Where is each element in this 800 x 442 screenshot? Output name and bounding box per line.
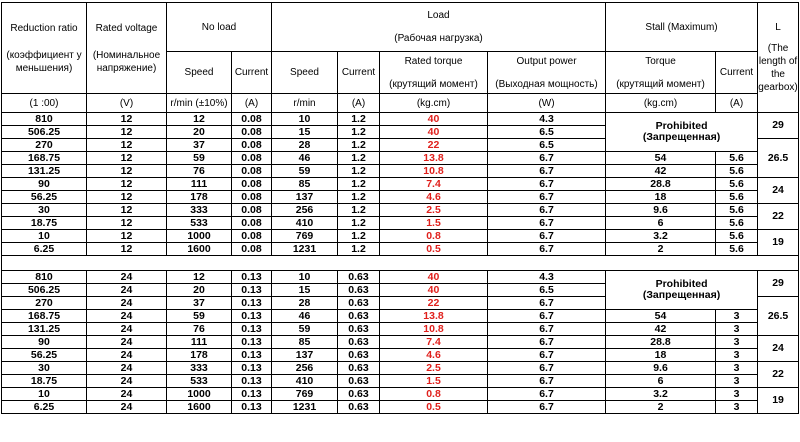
voltage-cell: 24 (87, 401, 167, 414)
no-load-current-cell: 0.13 (232, 362, 272, 375)
stall-current-cell: 5.6 (716, 230, 758, 243)
load-speed-cell: 10 (272, 113, 338, 126)
prohibited-cell (606, 113, 758, 152)
voltage-cell: 12 (87, 217, 167, 230)
load-speed-cell: 28 (272, 139, 338, 152)
unit-no-load-speed: r/min (±10%) (167, 94, 232, 113)
load-current-cell: 0.63 (338, 271, 380, 284)
units-row (2, 94, 799, 113)
gearbox-length-cell: 26.5 (758, 297, 799, 336)
stall-torque-cell: 28.8 (606, 178, 716, 191)
ratio-cell: 810 (2, 113, 87, 126)
load-speed-cell: 46 (272, 152, 338, 165)
load-speed-cell: 410 (272, 217, 338, 230)
ratio-cell: 168.75 (2, 152, 87, 165)
gear-motor-spec-table (1, 2, 799, 414)
rated-torque-cell: 22 (380, 297, 488, 310)
stall-current-cell: 3 (716, 401, 758, 414)
rated-torque-cell: 0.5 (380, 243, 488, 256)
load-current-cell: 1.2 (338, 243, 380, 256)
load-speed-cell: 1231 (272, 243, 338, 256)
table-row (2, 336, 799, 349)
voltage-cell: 12 (87, 191, 167, 204)
load-current-cell: 1.2 (338, 204, 380, 217)
table-row (2, 375, 799, 388)
no-load-current-cell: 0.08 (232, 217, 272, 230)
no-load-current-cell: 0.08 (232, 178, 272, 191)
unit-no-load-current: (A) (232, 94, 272, 113)
stall-torque-cell: 3.2 (606, 230, 716, 243)
output-power-cell: 6.7 (488, 165, 606, 178)
ratio-cell: 10 (2, 388, 87, 401)
no-load-current-cell: 0.08 (232, 152, 272, 165)
rated-torque-cell: 7.4 (380, 336, 488, 349)
reduction-ratio-header (2, 3, 87, 94)
ratio-cell: 18.75 (2, 217, 87, 230)
length-l-label: L (775, 22, 781, 33)
stall-torque-cell: 42 (606, 323, 716, 336)
output-power-cell: 6.7 (488, 217, 606, 230)
stall-current-cell: 3 (716, 310, 758, 323)
load-speed-cell: 769 (272, 388, 338, 401)
no-load-current-cell: 0.08 (232, 191, 272, 204)
stall-torque-header (606, 52, 716, 94)
gearbox-length-cell: 29 (758, 271, 799, 297)
stall-current-cell: 5.6 (716, 152, 758, 165)
no-load-speed-cell: 1000 (167, 388, 232, 401)
group-separator-row (2, 256, 799, 271)
rated-torque-cell: 13.8 (380, 152, 488, 165)
table-body (2, 3, 799, 414)
rated-torque-label: Rated torque (404, 55, 463, 67)
header-row-top (2, 3, 799, 52)
load-speed-cell: 46 (272, 310, 338, 323)
stall-torque-cell: 54 (606, 310, 716, 323)
no-load-speed-cell: 20 (167, 284, 232, 297)
stall-torque-cell: 3.2 (606, 388, 716, 401)
no-load-current-cell: 0.13 (232, 388, 272, 401)
ratio-cell: 30 (2, 204, 87, 217)
no-load-current-cell: 0.13 (232, 323, 272, 336)
stall-current-cell: 5.6 (716, 243, 758, 256)
no-load-current-cell: 0.13 (232, 310, 272, 323)
load-current-cell: 1.2 (338, 126, 380, 139)
load-speed-cell: 85 (272, 336, 338, 349)
no-load-speed-cell: 178 (167, 191, 232, 204)
no-load-speed-cell: 59 (167, 152, 232, 165)
voltage-cell: 12 (87, 178, 167, 191)
unit-rated-torque: (kg.cm) (380, 94, 488, 113)
prohibited-label: Prohibited (655, 120, 708, 132)
load-speed-header: Speed (272, 52, 338, 94)
table-row (2, 243, 799, 256)
voltage-cell: 24 (87, 284, 167, 297)
load-speed-cell: 10 (272, 271, 338, 284)
reduction-ratio-ru-label: (коэффициент у меньшения) (6, 49, 82, 74)
ratio-cell: 90 (2, 336, 87, 349)
reduction-ratio-label: Reduction ratio (10, 22, 78, 34)
output-power-cell: 6.7 (488, 362, 606, 375)
no-load-speed-cell: 1000 (167, 230, 232, 243)
table-row (2, 165, 799, 178)
output-power-cell: 6.7 (488, 191, 606, 204)
length-header (758, 3, 799, 113)
unit-output-power: (W) (488, 94, 606, 113)
rated-torque-cell: 7.4 (380, 178, 488, 191)
rated-torque-cell: 40 (380, 271, 488, 284)
load-current-cell: 1.2 (338, 217, 380, 230)
unit-voltage: (V) (87, 94, 167, 113)
ratio-cell: 6.25 (2, 243, 87, 256)
load-current-cell: 0.63 (338, 388, 380, 401)
rated-torque-cell: 1.5 (380, 217, 488, 230)
rated-torque-ru-label: (крутящий момент) (389, 78, 478, 90)
stall-torque-cell: 42 (606, 165, 716, 178)
table-row (2, 178, 799, 191)
load-speed-cell: 1231 (272, 401, 338, 414)
stall-torque-cell: 18 (606, 191, 716, 204)
stall-torque-cell: 9.6 (606, 204, 716, 217)
load-current-cell: 0.63 (338, 297, 380, 310)
load-current-cell: 0.63 (338, 362, 380, 375)
no-load-speed-cell: 1600 (167, 401, 232, 414)
stall-current-cell: 5.6 (716, 191, 758, 204)
output-power-cell: 6.5 (488, 139, 606, 152)
stall-current-cell: 3 (716, 349, 758, 362)
output-power-cell: 6.7 (488, 243, 606, 256)
no-load-speed-header: Speed (167, 52, 232, 94)
voltage-cell: 12 (87, 230, 167, 243)
output-power-cell: 6.7 (488, 375, 606, 388)
load-current-cell: 1.2 (338, 165, 380, 178)
output-power-cell: 4.3 (488, 113, 606, 126)
table-row (2, 323, 799, 336)
rated-torque-cell: 0.8 (380, 230, 488, 243)
stall-current-cell: 3 (716, 323, 758, 336)
stall-current-cell: 3 (716, 388, 758, 401)
output-power-cell: 4.3 (488, 271, 606, 284)
no-load-current-cell: 0.08 (232, 230, 272, 243)
load-current-cell: 0.63 (338, 336, 380, 349)
voltage-cell: 12 (87, 243, 167, 256)
load-current-cell: 1.2 (338, 191, 380, 204)
unit-load-current: (A) (338, 94, 380, 113)
no-load-current-cell: 0.13 (232, 375, 272, 388)
table-row (2, 204, 799, 217)
no-load-current-cell: 0.08 (232, 126, 272, 139)
rated-voltage-header (87, 3, 167, 94)
gearbox-length-cell: 26.5 (758, 139, 799, 178)
voltage-cell: 12 (87, 139, 167, 152)
gearbox-length-cell: 24 (758, 178, 799, 204)
load-speed-cell: 59 (272, 323, 338, 336)
output-power-cell: 6.7 (488, 297, 606, 310)
no-load-speed-cell: 1600 (167, 243, 232, 256)
table-row (2, 217, 799, 230)
table-row (2, 362, 799, 375)
no-load-current-cell: 0.08 (232, 204, 272, 217)
load-speed-cell: 137 (272, 191, 338, 204)
no-load-speed-cell: 333 (167, 362, 232, 375)
load-speed-cell: 15 (272, 126, 338, 139)
gearbox-length-cell: 22 (758, 362, 799, 388)
no-load-header: No load (167, 3, 272, 52)
load-label: Load (427, 10, 450, 21)
unit-stall-current: (A) (716, 94, 758, 113)
load-current-cell: 0.63 (338, 284, 380, 297)
table-row (2, 230, 799, 243)
output-power-cell: 6.7 (488, 336, 606, 349)
stall-torque-cell: 6 (606, 375, 716, 388)
stall-torque-cell: 18 (606, 349, 716, 362)
output-power-header (488, 52, 606, 94)
ratio-cell: 810 (2, 271, 87, 284)
load-current-cell: 0.63 (338, 349, 380, 362)
stall-torque-cell: 9.6 (606, 362, 716, 375)
ratio-cell: 270 (2, 139, 87, 152)
no-load-current-cell: 0.08 (232, 165, 272, 178)
no-load-current-cell: 0.13 (232, 271, 272, 284)
rated-torque-cell: 10.8 (380, 323, 488, 336)
no-load-current-cell: 0.08 (232, 139, 272, 152)
no-load-speed-cell: 37 (167, 297, 232, 310)
unit-load-speed: r/min (272, 94, 338, 113)
gearbox-length-cell: 29 (758, 113, 799, 139)
load-header (272, 3, 606, 52)
no-load-current-cell: 0.08 (232, 243, 272, 256)
ratio-cell: 30 (2, 362, 87, 375)
output-power-cell: 6.7 (488, 401, 606, 414)
voltage-cell: 12 (87, 152, 167, 165)
load-speed-cell: 59 (272, 165, 338, 178)
no-load-current-header: Current (232, 52, 272, 94)
stall-torque-ru-label: (крутящий момент) (616, 78, 705, 90)
prohibited-ru-label: (Запрещенная) (642, 289, 721, 301)
rated-torque-cell: 4.6 (380, 349, 488, 362)
no-load-speed-cell: 178 (167, 349, 232, 362)
output-power-cell: 6.7 (488, 178, 606, 191)
ratio-cell: 506.25 (2, 126, 87, 139)
voltage-cell: 24 (87, 349, 167, 362)
stall-current-cell: 5.6 (716, 204, 758, 217)
output-power-cell: 6.7 (488, 388, 606, 401)
ratio-cell: 6.25 (2, 401, 87, 414)
table-row (2, 401, 799, 414)
voltage-cell: 24 (87, 271, 167, 284)
rated-torque-cell: 4.6 (380, 191, 488, 204)
output-power-cell: 6.7 (488, 230, 606, 243)
no-load-speed-cell: 333 (167, 204, 232, 217)
length-desc-label: (The length of the gearbox) (758, 43, 798, 93)
rated-torque-cell: 40 (380, 113, 488, 126)
table-row (2, 191, 799, 204)
ratio-cell: 56.25 (2, 191, 87, 204)
table-row (2, 271, 799, 284)
unit-ratio: (1 :00) (2, 94, 87, 113)
no-load-speed-cell: 12 (167, 113, 232, 126)
load-speed-cell: 15 (272, 284, 338, 297)
no-load-current-cell: 0.13 (232, 284, 272, 297)
table-row (2, 388, 799, 401)
output-power-label: Output power (516, 55, 577, 67)
voltage-cell: 12 (87, 165, 167, 178)
ratio-cell: 131.25 (2, 165, 87, 178)
voltage-cell: 24 (87, 336, 167, 349)
stall-current-cell: 5.6 (716, 217, 758, 230)
no-load-speed-cell: 37 (167, 139, 232, 152)
ratio-cell: 56.25 (2, 349, 87, 362)
stall-torque-cell: 2 (606, 401, 716, 414)
output-power-cell: 6.5 (488, 126, 606, 139)
stall-current-cell: 5.6 (716, 178, 758, 191)
no-load-speed-cell: 111 (167, 178, 232, 191)
rated-torque-cell: 0.5 (380, 401, 488, 414)
voltage-cell: 12 (87, 126, 167, 139)
stall-torque-cell: 54 (606, 152, 716, 165)
no-load-speed-cell: 20 (167, 126, 232, 139)
load-speed-cell: 410 (272, 375, 338, 388)
voltage-cell: 24 (87, 323, 167, 336)
load-speed-cell: 769 (272, 230, 338, 243)
load-speed-cell: 85 (272, 178, 338, 191)
prohibited-label: Prohibited (655, 278, 708, 290)
load-speed-cell: 28 (272, 297, 338, 310)
prohibited-ru-label: (Запрещенная) (642, 131, 721, 143)
ratio-cell: 506.25 (2, 284, 87, 297)
separator-cell (2, 256, 799, 271)
voltage-cell: 24 (87, 388, 167, 401)
stall-current-cell: 3 (716, 375, 758, 388)
load-current-cell: 0.63 (338, 310, 380, 323)
ratio-cell: 18.75 (2, 375, 87, 388)
load-current-cell: 1.2 (338, 139, 380, 152)
output-power-cell: 6.7 (488, 310, 606, 323)
rated-torque-cell: 13.8 (380, 310, 488, 323)
rated-torque-header (380, 52, 488, 94)
rated-torque-cell: 1.5 (380, 375, 488, 388)
stall-torque-label: Torque (645, 55, 676, 67)
ratio-cell: 131.25 (2, 323, 87, 336)
rated-torque-cell: 40 (380, 126, 488, 139)
no-load-current-cell: 0.08 (232, 113, 272, 126)
output-power-cell: 6.7 (488, 152, 606, 165)
load-current-cell: 0.63 (338, 375, 380, 388)
table-row (2, 349, 799, 362)
gearbox-length-cell: 24 (758, 336, 799, 362)
load-current-header: Current (338, 52, 380, 94)
prohibited-cell (606, 271, 758, 310)
table-row (2, 113, 799, 126)
output-power-cell: 6.5 (488, 284, 606, 297)
load-current-cell: 0.63 (338, 401, 380, 414)
table-row (2, 310, 799, 323)
stall-torque-cell: 2 (606, 243, 716, 256)
load-ru-label: (Рабочая нагрузка) (394, 33, 483, 44)
no-load-speed-cell: 111 (167, 336, 232, 349)
rated-torque-cell: 22 (380, 139, 488, 152)
voltage-cell: 24 (87, 375, 167, 388)
stall-current-cell: 3 (716, 336, 758, 349)
voltage-cell: 24 (87, 362, 167, 375)
rated-torque-cell: 0.8 (380, 388, 488, 401)
output-power-ru-label: (Выходная мощность) (495, 78, 598, 90)
ratio-cell: 10 (2, 230, 87, 243)
stall-header: Stall (Maximum) (606, 3, 758, 52)
output-power-cell: 6.7 (488, 204, 606, 217)
gearbox-length-cell: 19 (758, 230, 799, 256)
table-row (2, 152, 799, 165)
stall-torque-cell: 6 (606, 217, 716, 230)
no-load-speed-cell: 533 (167, 217, 232, 230)
gearbox-length-cell: 19 (758, 388, 799, 414)
rated-voltage-label: Rated voltage (95, 22, 158, 34)
no-load-current-cell: 0.13 (232, 349, 272, 362)
no-load-current-cell: 0.13 (232, 336, 272, 349)
voltage-cell: 12 (87, 113, 167, 126)
no-load-speed-cell: 76 (167, 165, 232, 178)
no-load-speed-cell: 533 (167, 375, 232, 388)
load-current-cell: 1.2 (338, 152, 380, 165)
voltage-cell: 12 (87, 204, 167, 217)
rated-torque-cell: 2.5 (380, 204, 488, 217)
stall-torque-cell: 28.8 (606, 336, 716, 349)
no-load-speed-cell: 76 (167, 323, 232, 336)
rated-torque-cell: 10.8 (380, 165, 488, 178)
no-load-speed-cell: 59 (167, 310, 232, 323)
stall-current-cell: 3 (716, 362, 758, 375)
load-speed-cell: 256 (272, 204, 338, 217)
ratio-cell: 270 (2, 297, 87, 310)
rated-voltage-ru-label: (Номинальное напряжение) (92, 49, 161, 74)
output-power-cell: 6.7 (488, 349, 606, 362)
unit-stall-torque: (kg.cm) (606, 94, 716, 113)
load-current-cell: 1.2 (338, 178, 380, 191)
stall-current-header: Current (716, 52, 758, 94)
ratio-cell: 168.75 (2, 310, 87, 323)
output-power-cell: 6.7 (488, 323, 606, 336)
rated-torque-cell: 40 (380, 284, 488, 297)
gearbox-length-cell: 22 (758, 204, 799, 230)
load-current-cell: 1.2 (338, 230, 380, 243)
load-speed-cell: 137 (272, 349, 338, 362)
load-current-cell: 1.2 (338, 113, 380, 126)
no-load-speed-cell: 12 (167, 271, 232, 284)
rated-torque-cell: 2.5 (380, 362, 488, 375)
voltage-cell: 24 (87, 310, 167, 323)
ratio-cell: 90 (2, 178, 87, 191)
stall-current-cell: 5.6 (716, 165, 758, 178)
no-load-current-cell: 0.13 (232, 297, 272, 310)
load-current-cell: 0.63 (338, 323, 380, 336)
load-speed-cell: 256 (272, 362, 338, 375)
no-load-current-cell: 0.13 (232, 401, 272, 414)
voltage-cell: 24 (87, 297, 167, 310)
